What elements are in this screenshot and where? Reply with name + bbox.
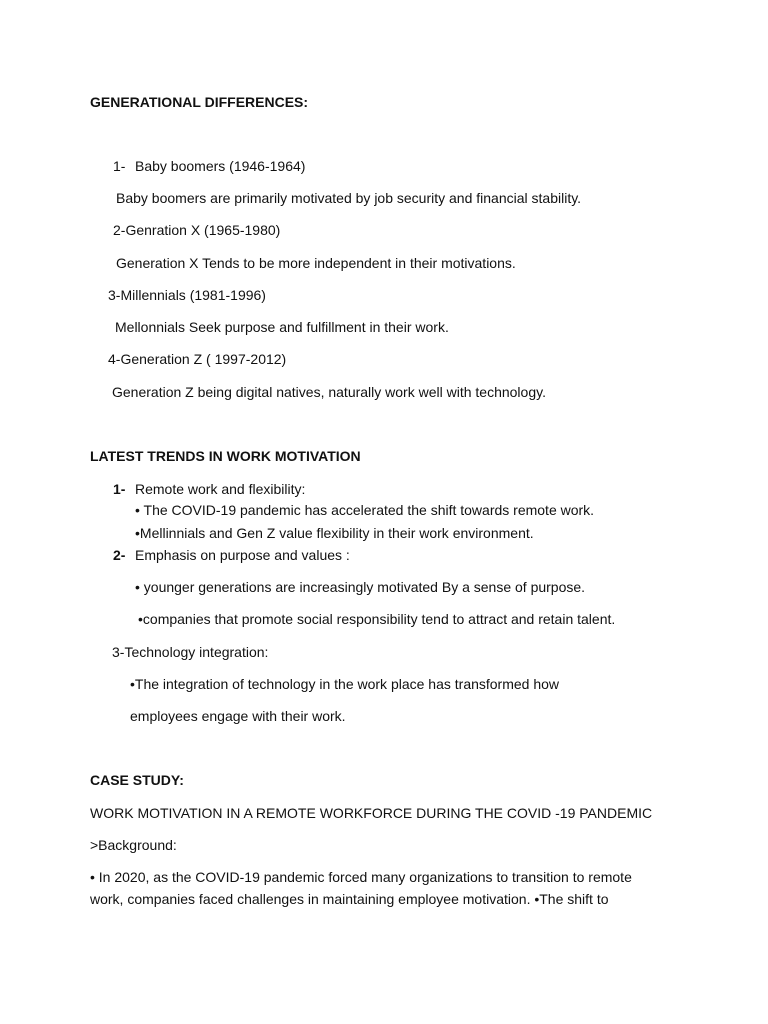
bullet-item: •companies that promote social responsibility tend to attract and retain talent. bbox=[138, 611, 616, 627]
list-number: 2- bbox=[113, 547, 126, 563]
list-item-title: 3-Millennials (1981-1996) bbox=[108, 287, 266, 303]
list-number: 1- bbox=[113, 158, 126, 174]
list-item-title: Emphasis on purpose and values : bbox=[135, 547, 350, 563]
list-item-title: Baby boomers (1946-1964) bbox=[135, 158, 306, 174]
background-label: >Background: bbox=[90, 837, 177, 853]
list-item-remote-work bbox=[113, 480, 305, 498]
list-item-title: Remote work and flexibility: bbox=[135, 481, 306, 497]
list-item-description: Baby boomers are primarily motivated by job security and financial stability. bbox=[116, 190, 582, 206]
list-item-purpose bbox=[113, 546, 350, 564]
bullet-item: •The integration of technology in the work place has transformed how bbox=[130, 676, 560, 692]
bullet-item: •Mellinnials and Gen Z value flexibility in their work environment. bbox=[135, 525, 534, 541]
paragraph-line: • In 2020, as the COVID-19 pandemic forced many organizations to transition to remote bbox=[90, 869, 632, 885]
section-heading-generational: GENERATIONAL DIFFERENCES: bbox=[90, 94, 309, 110]
bullet-item: • The COVID-19 pandemic has accelerated the shift towards remote work. bbox=[135, 502, 595, 518]
list-item-title: 3-Technology integration: bbox=[112, 644, 269, 660]
list-item-title: 4-Generation Z ( 1997-2012) bbox=[108, 351, 287, 367]
bullet-item-continuation: employees engage with their work. bbox=[130, 708, 346, 724]
list-item-title: 2-Genration X (1965-1980) bbox=[113, 222, 281, 238]
list-item-description: Mellonnials Seek purpose and fulfillment in their work. bbox=[115, 319, 449, 335]
list-item-baby-boomers bbox=[113, 157, 305, 175]
section-heading-case-study: CASE STUDY: bbox=[90, 772, 184, 788]
section-heading-trends: LATEST TRENDS IN WORK MOTIVATION bbox=[90, 448, 361, 464]
list-number: 1- bbox=[113, 481, 126, 497]
list-item-description: Generation X Tends to be more independent in their motivations. bbox=[116, 255, 516, 271]
case-study-title: WORK MOTIVATION IN A REMOTE WORKFORCE DURING THE COVID -19 PANDEMIC bbox=[90, 805, 653, 821]
list-item-description: Generation Z being digital natives, naturally work well with technology. bbox=[112, 384, 546, 400]
paragraph-line: work, companies faced challenges in maintaining employee motivation. •The shift to bbox=[90, 891, 609, 907]
bullet-item: • younger generations are increasingly motivated By a sense of purpose. bbox=[135, 579, 586, 595]
